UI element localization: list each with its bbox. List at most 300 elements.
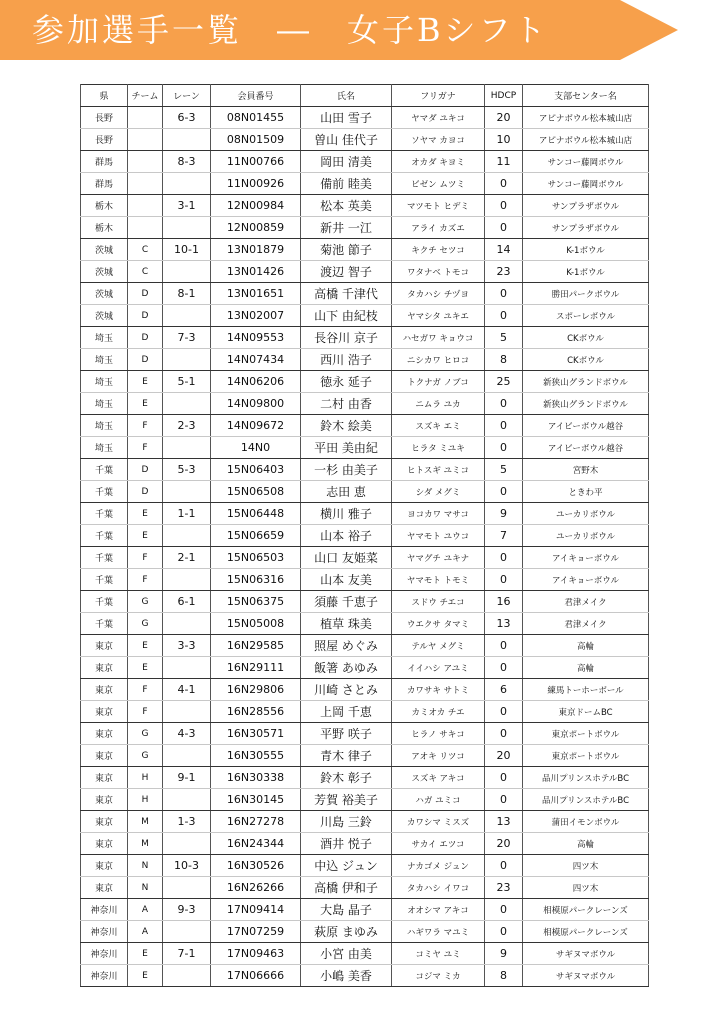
center-cell: 勝田パークボウル xyxy=(523,283,649,305)
center-cell: アイビーボウル越谷 xyxy=(523,415,649,437)
table-row xyxy=(81,547,649,569)
center-cell: 高輪 xyxy=(523,833,649,855)
table-row xyxy=(81,151,649,173)
lane-cell xyxy=(163,481,211,503)
furigana-cell: ヤマグチ ユキナ xyxy=(392,547,485,569)
furigana-cell: アオキ リツコ xyxy=(392,745,485,767)
hdcp-cell: 9 xyxy=(485,503,523,525)
member-number-cell: 16N27278 xyxy=(211,811,301,833)
furigana-cell: イイハシ アユミ xyxy=(392,657,485,679)
lane-cell xyxy=(163,921,211,943)
prefecture-cell: 群馬 xyxy=(81,151,128,173)
member-number-cell: 16N29111 xyxy=(211,657,301,679)
name-cell: 徳永 延子 xyxy=(301,371,392,393)
center-cell: 君津メイク xyxy=(523,613,649,635)
prefecture-cell: 埼玉 xyxy=(81,393,128,415)
center-cell: K-1ボウル xyxy=(523,239,649,261)
name-cell: 平野 咲子 xyxy=(301,723,392,745)
prefecture-cell: 東京 xyxy=(81,657,128,679)
prefecture-cell: 神奈川 xyxy=(81,899,128,921)
hdcp-cell: 8 xyxy=(485,349,523,371)
furigana-cell: ニムラ ユカ xyxy=(392,393,485,415)
table-row xyxy=(81,393,649,415)
name-cell: 須藤 千恵子 xyxy=(301,591,392,613)
team-cell: H xyxy=(128,789,163,811)
hdcp-cell: 11 xyxy=(485,151,523,173)
center-cell: サンプラザボウル xyxy=(523,195,649,217)
center-cell: サンコー藤岡ボウル xyxy=(523,173,649,195)
furigana-cell: サカイ エツコ xyxy=(392,833,485,855)
lane-cell: 7-3 xyxy=(163,327,211,349)
prefecture-cell: 東京 xyxy=(81,701,128,723)
team-cell: G xyxy=(128,591,163,613)
team-cell: F xyxy=(128,547,163,569)
table-row xyxy=(81,635,649,657)
table-row xyxy=(81,503,649,525)
team-cell: F xyxy=(128,569,163,591)
member-number-cell: 08N01455 xyxy=(211,107,301,129)
member-number-cell: 13N01426 xyxy=(211,261,301,283)
hdcp-cell: 8 xyxy=(485,965,523,987)
center-cell: アイキョーボウル xyxy=(523,547,649,569)
furigana-cell: カワサキ サトミ xyxy=(392,679,485,701)
center-cell: 練馬トーホーボール xyxy=(523,679,649,701)
furigana-cell: オカダ キヨミ xyxy=(392,151,485,173)
furigana-cell: キクチ セツコ xyxy=(392,239,485,261)
col-header-name: 氏名 xyxy=(301,85,392,107)
col-header-team: チーム xyxy=(128,85,163,107)
lane-cell xyxy=(163,877,211,899)
center-cell: サンプラザボウル xyxy=(523,217,649,239)
table-row xyxy=(81,965,649,987)
hdcp-cell: 0 xyxy=(485,855,523,877)
center-cell: 相模原パークレーンズ xyxy=(523,921,649,943)
center-cell: 宮野木 xyxy=(523,459,649,481)
prefecture-cell: 埼玉 xyxy=(81,327,128,349)
member-number-cell: 14N07434 xyxy=(211,349,301,371)
prefecture-cell: 神奈川 xyxy=(81,943,128,965)
name-cell: 青木 律子 xyxy=(301,745,392,767)
center-cell: 相模原パークレーンズ xyxy=(523,899,649,921)
name-cell: 萩原 まゆみ xyxy=(301,921,392,943)
prefecture-cell: 長野 xyxy=(81,129,128,151)
name-cell: 岡田 清美 xyxy=(301,151,392,173)
hdcp-cell: 14 xyxy=(485,239,523,261)
lane-cell xyxy=(163,657,211,679)
furigana-cell: ヒラタ ミユキ xyxy=(392,437,485,459)
table-row xyxy=(81,129,649,151)
member-number-cell: 15N05008 xyxy=(211,613,301,635)
furigana-cell: シダ メグミ xyxy=(392,481,485,503)
center-cell: アピナボウル松本城山店 xyxy=(523,129,649,151)
hdcp-cell: 0 xyxy=(485,481,523,503)
member-number-cell: 15N06316 xyxy=(211,569,301,591)
center-cell: K-1ボウル xyxy=(523,261,649,283)
member-number-cell: 17N07259 xyxy=(211,921,301,943)
table-row xyxy=(81,305,649,327)
team-cell: F xyxy=(128,415,163,437)
hdcp-cell: 23 xyxy=(485,261,523,283)
furigana-cell: ハガ ユミコ xyxy=(392,789,485,811)
hdcp-cell: 0 xyxy=(485,789,523,811)
lane-cell xyxy=(163,613,211,635)
hdcp-cell: 0 xyxy=(485,701,523,723)
lane-cell xyxy=(163,261,211,283)
name-cell: 高橋 伊和子 xyxy=(301,877,392,899)
name-cell: 中込 ジュン xyxy=(301,855,392,877)
team-cell: D xyxy=(128,327,163,349)
member-number-cell: 16N30145 xyxy=(211,789,301,811)
hdcp-cell: 20 xyxy=(485,107,523,129)
furigana-cell: カワシマ ミスズ xyxy=(392,811,485,833)
team-cell: C xyxy=(128,239,163,261)
name-cell: 山田 雪子 xyxy=(301,107,392,129)
hdcp-cell: 0 xyxy=(485,899,523,921)
center-cell: 品川プリンスホテルBC xyxy=(523,789,649,811)
prefecture-cell: 東京 xyxy=(81,745,128,767)
hdcp-cell: 0 xyxy=(485,437,523,459)
name-cell: 山口 友姫菜 xyxy=(301,547,392,569)
table-row xyxy=(81,701,649,723)
name-cell: 松本 英美 xyxy=(301,195,392,217)
team-cell: E xyxy=(128,525,163,547)
team-cell: F xyxy=(128,701,163,723)
lane-cell xyxy=(163,173,211,195)
center-cell: サギヌマボウル xyxy=(523,943,649,965)
table-row xyxy=(81,789,649,811)
participant-table xyxy=(80,84,649,987)
furigana-cell: ヤマシタ ユキエ xyxy=(392,305,485,327)
lane-cell xyxy=(163,393,211,415)
lane-cell: 3-1 xyxy=(163,195,211,217)
team-cell: E xyxy=(128,503,163,525)
hdcp-cell: 0 xyxy=(485,217,523,239)
lane-cell: 2-1 xyxy=(163,547,211,569)
name-cell: 西川 浩子 xyxy=(301,349,392,371)
prefecture-cell: 東京 xyxy=(81,679,128,701)
team-cell xyxy=(128,217,163,239)
hdcp-cell: 0 xyxy=(485,723,523,745)
furigana-cell: カミオカ チエ xyxy=(392,701,485,723)
member-number-cell: 15N06503 xyxy=(211,547,301,569)
center-cell: 高輪 xyxy=(523,657,649,679)
furigana-cell: ソヤマ カヨコ xyxy=(392,129,485,151)
name-cell: 芳賀 裕美子 xyxy=(301,789,392,811)
prefecture-cell: 長野 xyxy=(81,107,128,129)
furigana-cell: ヤマモト ユウコ xyxy=(392,525,485,547)
member-number-cell: 14N0 xyxy=(211,437,301,459)
center-cell: ユーカリボウル xyxy=(523,525,649,547)
lane-cell: 9-1 xyxy=(163,767,211,789)
team-cell: E xyxy=(128,657,163,679)
team-cell: M xyxy=(128,833,163,855)
lane-cell xyxy=(163,217,211,239)
lane-cell: 10-1 xyxy=(163,239,211,261)
table-row xyxy=(81,569,649,591)
furigana-cell: ハセガワ キョウコ xyxy=(392,327,485,349)
prefecture-cell: 千葉 xyxy=(81,459,128,481)
lane-cell: 8-3 xyxy=(163,151,211,173)
team-cell: E xyxy=(128,965,163,987)
name-cell: 小宮 由美 xyxy=(301,943,392,965)
lane-cell xyxy=(163,833,211,855)
member-number-cell: 17N09414 xyxy=(211,899,301,921)
team-cell: E xyxy=(128,393,163,415)
team-cell: N xyxy=(128,855,163,877)
page-title: 参加選手一覧 ― 女子Bシフト xyxy=(32,11,549,49)
lane-cell xyxy=(163,305,211,327)
furigana-cell: コミヤ ユミ xyxy=(392,943,485,965)
prefecture-cell: 千葉 xyxy=(81,547,128,569)
team-cell: D xyxy=(128,305,163,327)
team-cell xyxy=(128,107,163,129)
member-number-cell: 15N06508 xyxy=(211,481,301,503)
prefecture-cell: 東京 xyxy=(81,811,128,833)
table-row xyxy=(81,239,649,261)
hdcp-cell: 0 xyxy=(485,173,523,195)
lane-cell xyxy=(163,789,211,811)
member-number-cell: 08N01509 xyxy=(211,129,301,151)
prefecture-cell: 神奈川 xyxy=(81,921,128,943)
prefecture-cell: 茨城 xyxy=(81,283,128,305)
furigana-cell: ワタナベ トモコ xyxy=(392,261,485,283)
team-cell xyxy=(128,151,163,173)
prefecture-cell: 東京 xyxy=(81,635,128,657)
furigana-cell: アライ カズエ xyxy=(392,217,485,239)
name-cell: 備前 睦美 xyxy=(301,173,392,195)
prefecture-cell: 千葉 xyxy=(81,503,128,525)
furigana-cell: タカハシ チヅヨ xyxy=(392,283,485,305)
table-body xyxy=(81,107,649,987)
prefecture-cell: 埼玉 xyxy=(81,349,128,371)
lane-cell: 9-3 xyxy=(163,899,211,921)
table-row xyxy=(81,261,649,283)
prefecture-cell: 栃木 xyxy=(81,217,128,239)
center-cell: 品川プリンスホテルBC xyxy=(523,767,649,789)
member-number-cell: 16N24344 xyxy=(211,833,301,855)
prefecture-cell: 茨城 xyxy=(81,239,128,261)
furigana-cell: タカハシ イワコ xyxy=(392,877,485,899)
furigana-cell: スズキ アキコ xyxy=(392,767,485,789)
lane-cell: 3-3 xyxy=(163,635,211,657)
center-cell: 東京ドームBC xyxy=(523,701,649,723)
lane-cell: 4-3 xyxy=(163,723,211,745)
team-cell: N xyxy=(128,877,163,899)
furigana-cell: マツモト ヒデミ xyxy=(392,195,485,217)
col-header-prefecture: 県 xyxy=(81,85,128,107)
member-number-cell: 15N06403 xyxy=(211,459,301,481)
center-cell: 東京ポートボウル xyxy=(523,745,649,767)
lane-cell: 5-3 xyxy=(163,459,211,481)
hdcp-cell: 0 xyxy=(485,415,523,437)
lane-cell: 6-1 xyxy=(163,591,211,613)
member-number-cell: 11N00766 xyxy=(211,151,301,173)
center-cell: CKボウル xyxy=(523,349,649,371)
prefecture-cell: 東京 xyxy=(81,767,128,789)
furigana-cell: スズキ エミ xyxy=(392,415,485,437)
hdcp-cell: 5 xyxy=(485,459,523,481)
prefecture-cell: 栃木 xyxy=(81,195,128,217)
center-cell: スポーレボウル xyxy=(523,305,649,327)
member-number-cell: 17N06666 xyxy=(211,965,301,987)
hdcp-cell: 0 xyxy=(485,393,523,415)
prefecture-cell: 茨城 xyxy=(81,261,128,283)
member-number-cell: 12N00984 xyxy=(211,195,301,217)
table-row xyxy=(81,525,649,547)
center-cell: 新狭山グランドボウル xyxy=(523,371,649,393)
name-cell: 菊池 節子 xyxy=(301,239,392,261)
hdcp-cell: 0 xyxy=(485,547,523,569)
table-row xyxy=(81,679,649,701)
furigana-cell: ナカゴメ ジュン xyxy=(392,855,485,877)
name-cell: 渡辺 智子 xyxy=(301,261,392,283)
hdcp-cell: 6 xyxy=(485,679,523,701)
name-cell: 二村 由香 xyxy=(301,393,392,415)
member-number-cell: 15N06448 xyxy=(211,503,301,525)
lane-cell: 1-1 xyxy=(163,503,211,525)
team-cell: F xyxy=(128,437,163,459)
name-cell: 上岡 千恵 xyxy=(301,701,392,723)
team-cell: A xyxy=(128,899,163,921)
lane-cell xyxy=(163,525,211,547)
name-cell: 大島 晶子 xyxy=(301,899,392,921)
member-number-cell: 15N06375 xyxy=(211,591,301,613)
member-number-cell: 14N09800 xyxy=(211,393,301,415)
furigana-cell: ヨコカワ マサコ xyxy=(392,503,485,525)
furigana-cell: トクナガ ノブコ xyxy=(392,371,485,393)
table-row xyxy=(81,899,649,921)
member-number-cell: 14N09553 xyxy=(211,327,301,349)
member-number-cell: 17N09463 xyxy=(211,943,301,965)
center-cell: アイビーボウル越谷 xyxy=(523,437,649,459)
lane-cell xyxy=(163,745,211,767)
name-cell: 高橋 千津代 xyxy=(301,283,392,305)
center-cell: サギヌマボウル xyxy=(523,965,649,987)
team-cell: E xyxy=(128,371,163,393)
prefecture-cell: 埼玉 xyxy=(81,415,128,437)
prefecture-cell: 千葉 xyxy=(81,569,128,591)
center-cell: 東京ポートボウル xyxy=(523,723,649,745)
lane-cell: 1-3 xyxy=(163,811,211,833)
hdcp-cell: 25 xyxy=(485,371,523,393)
hdcp-cell: 0 xyxy=(485,305,523,327)
table-row xyxy=(81,173,649,195)
member-number-cell: 16N29585 xyxy=(211,635,301,657)
hdcp-cell: 20 xyxy=(485,833,523,855)
table-row xyxy=(81,283,649,305)
hdcp-cell: 0 xyxy=(485,569,523,591)
name-cell: 志田 恵 xyxy=(301,481,392,503)
member-number-cell: 14N06206 xyxy=(211,371,301,393)
center-cell: 新狭山グランドボウル xyxy=(523,393,649,415)
lane-cell xyxy=(163,965,211,987)
member-number-cell: 13N01879 xyxy=(211,239,301,261)
lane-cell xyxy=(163,437,211,459)
furigana-cell: ヤマダ ユキコ xyxy=(392,107,485,129)
member-number-cell: 16N26266 xyxy=(211,877,301,899)
table-row xyxy=(81,349,649,371)
table-row xyxy=(81,921,649,943)
member-number-cell: 14N09672 xyxy=(211,415,301,437)
furigana-cell: ヤマモト トモミ xyxy=(392,569,485,591)
team-cell: D xyxy=(128,459,163,481)
name-cell: 植草 珠美 xyxy=(301,613,392,635)
name-cell: 照屋 めぐみ xyxy=(301,635,392,657)
center-cell: CKボウル xyxy=(523,327,649,349)
prefecture-cell: 神奈川 xyxy=(81,965,128,987)
hdcp-cell: 16 xyxy=(485,591,523,613)
team-cell: H xyxy=(128,767,163,789)
center-cell: ユーカリボウル xyxy=(523,503,649,525)
prefecture-cell: 群馬 xyxy=(81,173,128,195)
member-number-cell: 16N28556 xyxy=(211,701,301,723)
table-row xyxy=(81,767,649,789)
col-header-hdcp: HDCP xyxy=(485,85,523,107)
lane-cell: 8-1 xyxy=(163,283,211,305)
team-cell: F xyxy=(128,679,163,701)
table-row xyxy=(81,613,649,635)
prefecture-cell: 埼玉 xyxy=(81,371,128,393)
center-cell: アピナボウル松本城山店 xyxy=(523,107,649,129)
member-number-cell: 16N29806 xyxy=(211,679,301,701)
member-number-cell: 15N06659 xyxy=(211,525,301,547)
prefecture-cell: 東京 xyxy=(81,855,128,877)
lane-cell: 5-1 xyxy=(163,371,211,393)
hdcp-cell: 5 xyxy=(485,327,523,349)
member-number-cell: 13N02007 xyxy=(211,305,301,327)
name-cell: 川崎 さとみ xyxy=(301,679,392,701)
team-cell: G xyxy=(128,613,163,635)
name-cell: 小嶋 美香 xyxy=(301,965,392,987)
furigana-cell: コジマ ミカ xyxy=(392,965,485,987)
name-cell: 山下 由紀枝 xyxy=(301,305,392,327)
lane-cell xyxy=(163,129,211,151)
col-header-center: 支部センター名 xyxy=(523,85,649,107)
team-cell: M xyxy=(128,811,163,833)
member-number-cell: 16N30555 xyxy=(211,745,301,767)
team-cell: D xyxy=(128,349,163,371)
col-header-lane: レーン xyxy=(163,85,211,107)
team-cell: G xyxy=(128,723,163,745)
col-header-member-number: 会員番号 xyxy=(211,85,301,107)
name-cell: 山本 裕子 xyxy=(301,525,392,547)
team-cell: C xyxy=(128,261,163,283)
hdcp-cell: 0 xyxy=(485,195,523,217)
furigana-cell: ニシカワ ヒロコ xyxy=(392,349,485,371)
table-row xyxy=(81,943,649,965)
table-row xyxy=(81,833,649,855)
table-row xyxy=(81,855,649,877)
team-cell: E xyxy=(128,943,163,965)
member-number-cell: 13N01651 xyxy=(211,283,301,305)
hdcp-cell: 9 xyxy=(485,943,523,965)
name-cell: 酒井 悦子 xyxy=(301,833,392,855)
name-cell: 横川 雅子 xyxy=(301,503,392,525)
lane-cell xyxy=(163,701,211,723)
prefecture-cell: 東京 xyxy=(81,723,128,745)
team-cell xyxy=(128,129,163,151)
lane-cell xyxy=(163,349,211,371)
lane-cell xyxy=(163,569,211,591)
hdcp-cell: 7 xyxy=(485,525,523,547)
name-cell: 鈴木 彰子 xyxy=(301,767,392,789)
furigana-cell: ウエクサ タマミ xyxy=(392,613,485,635)
furigana-cell: テルヤ メグミ xyxy=(392,635,485,657)
table-row xyxy=(81,107,649,129)
furigana-cell: スドウ チエコ xyxy=(392,591,485,613)
member-number-cell: 12N00859 xyxy=(211,217,301,239)
prefecture-cell: 千葉 xyxy=(81,613,128,635)
